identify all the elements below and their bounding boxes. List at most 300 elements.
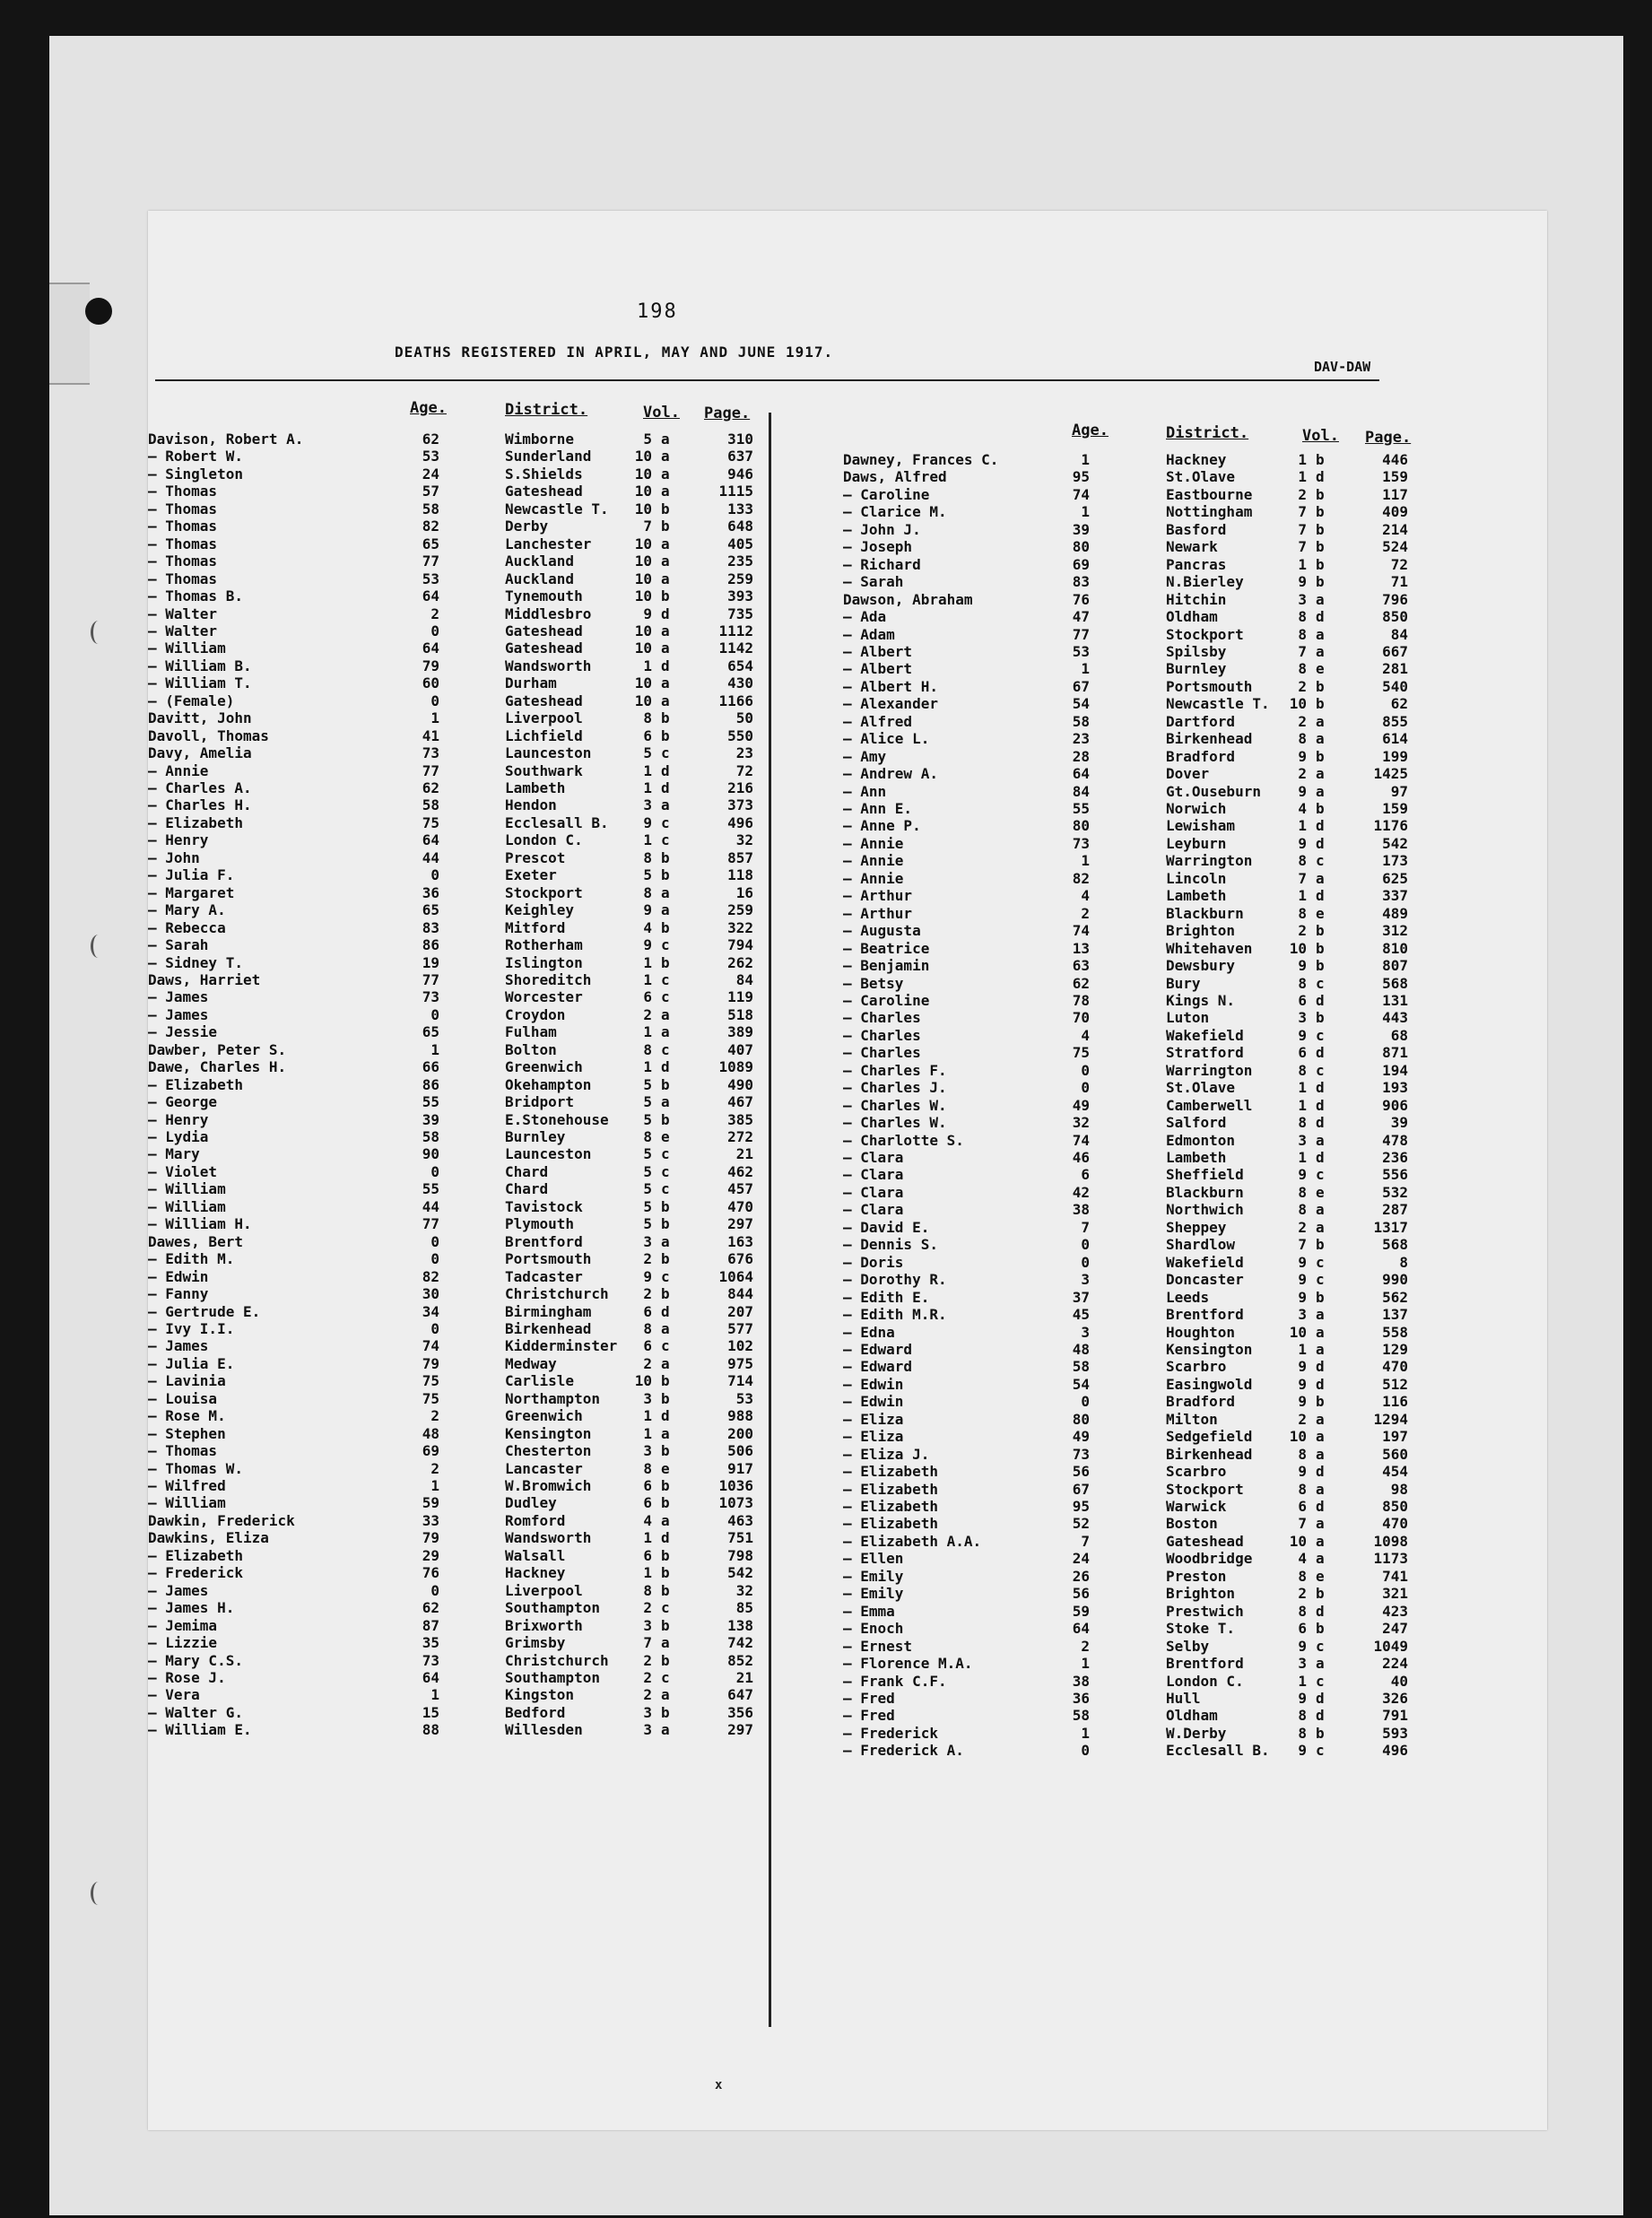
entry-volume-letter: a	[661, 1319, 670, 1337]
entry-page: 796	[1382, 590, 1408, 608]
entry-age: 39	[1072, 520, 1090, 538]
register-entry	[148, 783, 1547, 800]
entry-page: 1142	[718, 639, 753, 657]
entry-district: Hitchin	[1166, 590, 1227, 608]
entry-name: — Anne P.	[843, 817, 921, 835]
entry-volume: 10	[634, 500, 652, 518]
entry-name: — William	[148, 1494, 226, 1512]
entry-volume-letter: d	[1316, 608, 1325, 626]
entry-page: 637	[727, 448, 753, 465]
entry-volume-letter: c	[661, 1599, 670, 1617]
entry-volume: 2	[1298, 922, 1307, 940]
entry-page: 53	[735, 1389, 753, 1407]
entry-district: Selby	[1166, 1637, 1210, 1655]
entry-name: — Clara	[843, 1149, 904, 1166]
entry-district: Sedgefield	[1166, 1428, 1253, 1446]
entry-district: Plymouth	[505, 1215, 575, 1233]
register-entry	[148, 1271, 1547, 1288]
register-entry	[148, 1184, 1547, 1201]
entry-volume: 9	[1298, 782, 1307, 800]
entry-age: 74	[422, 1337, 439, 1355]
entry-name: — William	[148, 639, 226, 657]
entry-volume-letter: c	[661, 1040, 670, 1058]
entry-district: Northwich	[1166, 1201, 1244, 1219]
entry-volume-letter: d	[1316, 1114, 1325, 1132]
entry-volume-letter: d	[1316, 1096, 1325, 1114]
entry-age: 48	[422, 1424, 439, 1442]
entry-district: Sheffield	[1166, 1166, 1244, 1184]
entry-volume: 4	[1298, 1550, 1307, 1568]
entry-volume: 5	[643, 866, 652, 884]
entry-volume: 9	[643, 936, 652, 954]
entry-page: 1098	[1373, 1532, 1408, 1550]
entry-name: — Edward	[843, 1358, 913, 1376]
entry-district: Lanchester	[505, 535, 592, 552]
age-header: Age.	[410, 399, 447, 417]
entry-page: 1064	[718, 1267, 753, 1285]
entry-district: Liverpool	[505, 709, 583, 727]
entry-age: 53	[422, 448, 439, 465]
entry-volume-letter: d	[1316, 1602, 1325, 1620]
entry-name: — Julia E.	[148, 1354, 235, 1372]
register-entry	[148, 1620, 1547, 1637]
entry-page: 577	[727, 1319, 753, 1337]
entry-age: 67	[1072, 1480, 1090, 1498]
register-entry	[148, 765, 1547, 782]
entry-district: Gateshead	[505, 622, 583, 639]
entry-volume: 8	[1298, 1567, 1307, 1585]
entry-age: 53	[1072, 642, 1090, 660]
entry-volume: 3	[1298, 1655, 1307, 1673]
entry-age: 77	[422, 970, 439, 988]
entry-name: — Andrew A.	[843, 765, 938, 783]
entry-district: Boston	[1166, 1515, 1218, 1533]
register-entry	[148, 1690, 1547, 1707]
entry-age: 58	[1072, 1358, 1090, 1376]
entry-page: 532	[1382, 1183, 1408, 1201]
entry-age: 0	[430, 1232, 439, 1250]
register-entry	[148, 1376, 1547, 1393]
entry-volume: 1	[643, 779, 652, 796]
entry-volume-letter: e	[1316, 660, 1325, 678]
binder-ring-mark	[91, 621, 106, 644]
entry-age: 57	[422, 483, 439, 500]
entry-district: Christchurch	[505, 1651, 609, 1669]
entry-volume-letter: b	[661, 1651, 670, 1669]
entry-name: — Thomas	[148, 1442, 218, 1460]
entry-volume: 3	[643, 1389, 652, 1407]
entry-age: 0	[1081, 1061, 1090, 1079]
entry-volume-letter: b	[1316, 1393, 1325, 1411]
entry-page: 906	[1382, 1096, 1408, 1114]
entry-age: 48	[1072, 1340, 1090, 1358]
entry-page: 72	[735, 761, 753, 779]
entry-district: Dudley	[505, 1494, 557, 1512]
entry-name: — Betsy	[843, 974, 904, 992]
entry-age: 73	[1072, 834, 1090, 852]
entry-district: Norwich	[1166, 800, 1227, 817]
entry-volume-letter: b	[1316, 485, 1325, 503]
entry-volume-letter: a	[1316, 1410, 1325, 1428]
entry-district: Fulham	[505, 1023, 557, 1041]
entry-name: — Arthur	[843, 904, 913, 922]
register-entry	[148, 1027, 1547, 1044]
entry-age: 84	[1072, 782, 1090, 800]
entry-volume: 2	[643, 1354, 652, 1372]
entry-age: 55	[1072, 800, 1090, 817]
entry-name: — Elizabeth	[843, 1498, 938, 1515]
entry-volume: 9	[643, 605, 652, 622]
entry-volume-letter: b	[661, 1477, 670, 1494]
entry-name: — Frederick	[843, 1724, 938, 1742]
entry-name: — Frank C.F.	[843, 1672, 947, 1690]
entry-age: 74	[1072, 922, 1090, 940]
entry-volume: 9	[1298, 1393, 1307, 1411]
entry-age: 4	[1081, 887, 1090, 905]
entry-district: Wakefield	[1166, 1253, 1244, 1271]
entry-name: — Rose M.	[148, 1407, 226, 1425]
entry-page: 173	[1382, 852, 1408, 870]
entry-page: 68	[1390, 1026, 1408, 1044]
entry-age: 64	[422, 639, 439, 657]
entry-page: 560	[1382, 1445, 1408, 1463]
register-entry	[148, 1638, 1547, 1655]
entry-volume: 10	[634, 552, 652, 570]
entry-volume: 10	[634, 587, 652, 605]
entry-age: 83	[422, 918, 439, 936]
entry-name: — Emily	[843, 1585, 904, 1603]
entry-age: 0	[430, 622, 439, 639]
entry-volume: 9	[1298, 1166, 1307, 1184]
entry-district: Warwick	[1166, 1498, 1227, 1515]
entry-volume: 10	[634, 483, 652, 500]
entry-page: 542	[727, 1564, 753, 1582]
entry-volume: 7	[643, 1634, 652, 1652]
entry-volume: 1	[643, 1058, 652, 1076]
register-entry	[148, 556, 1547, 573]
entry-volume-letter: b	[1316, 573, 1325, 591]
entry-district: Kensington	[505, 1424, 592, 1442]
entry-page: 16	[735, 883, 753, 901]
entry-page: 467	[727, 1093, 753, 1111]
entry-name: — Walter	[148, 622, 218, 639]
register-entry	[148, 538, 1547, 555]
entry-page: 647	[727, 1686, 753, 1704]
entry-volume: 5	[643, 1215, 652, 1233]
entry-volume: 1	[1298, 887, 1307, 905]
entry-volume: 7	[1298, 1236, 1307, 1254]
entry-age: 69	[422, 1442, 439, 1460]
entry-name: — Eliza	[843, 1428, 904, 1446]
entry-volume: 10	[634, 691, 652, 709]
entry-name: — Ann	[843, 782, 887, 800]
entry-age: 80	[1072, 1410, 1090, 1428]
entry-volume-letter: b	[661, 1285, 670, 1303]
entry-volume-letter: b	[661, 1372, 670, 1390]
entry-age: 76	[1072, 590, 1090, 608]
entry-age: 45	[1072, 1306, 1090, 1324]
entry-page: 850	[1382, 1498, 1408, 1515]
entry-name: — Annie	[148, 761, 209, 779]
entry-age: 58	[1072, 1707, 1090, 1725]
entry-age: 0	[430, 866, 439, 884]
entry-page: 478	[1382, 1131, 1408, 1149]
entry-volume-letter: b	[661, 1581, 670, 1599]
entry-page: 235	[727, 552, 753, 570]
entry-name: — Annie	[843, 869, 904, 887]
entry-district: Prestwich	[1166, 1602, 1244, 1620]
entry-page: 489	[1382, 904, 1408, 922]
entry-age: 2	[430, 1407, 439, 1425]
entry-age: 0	[1081, 1253, 1090, 1271]
entry-volume: 6	[643, 1546, 652, 1564]
register-entry	[148, 1725, 1547, 1742]
entry-age: 59	[1072, 1602, 1090, 1620]
entry-district: Ecclesall B.	[1166, 1742, 1270, 1760]
entry-name: Dawson, Abraham	[843, 590, 973, 608]
entry-age: 64	[1072, 765, 1090, 783]
entry-district: Stockport	[505, 883, 583, 901]
entry-name: — Edward	[843, 1340, 913, 1358]
entry-name: — Edwin	[843, 1393, 904, 1411]
entry-name: — Joseph	[843, 538, 913, 556]
entry-volume: 8	[1298, 1114, 1307, 1132]
entry-age: 82	[422, 1267, 439, 1285]
entry-name: — Thomas B.	[148, 587, 243, 605]
entry-page: 454	[1382, 1463, 1408, 1481]
entry-age: 0	[1081, 1236, 1090, 1254]
entry-name: — Clara	[843, 1183, 904, 1201]
entry-name: — Edith M.	[148, 1250, 235, 1268]
entry-age: 86	[422, 936, 439, 954]
entry-page: 490	[727, 1075, 753, 1093]
entry-volume-letter: a	[661, 1686, 670, 1704]
entry-volume: 5	[643, 1093, 652, 1111]
entry-page: 496	[727, 813, 753, 831]
entry-volume: 1	[1298, 451, 1307, 468]
entry-district: Southampton	[505, 1668, 600, 1686]
entry-page: 102	[727, 1337, 753, 1355]
entry-age: 1	[1081, 1724, 1090, 1742]
entry-page: 1425	[1373, 765, 1408, 783]
entry-page: 470	[727, 1197, 753, 1215]
entry-page: 71	[1390, 573, 1408, 591]
entry-district: Brixworth	[505, 1616, 583, 1634]
entry-district: Hendon	[505, 796, 557, 814]
entry-page: 568	[1382, 1236, 1408, 1254]
entry-name: — Thomas	[148, 535, 218, 552]
entry-name: — Thomas	[148, 552, 218, 570]
entry-district: Greenwich	[505, 1407, 583, 1425]
entry-district: Warrington	[1166, 1061, 1253, 1079]
entry-volume: 7	[643, 518, 652, 535]
entry-volume-letter: a	[1316, 782, 1325, 800]
register-entry	[148, 1079, 1547, 1096]
entry-name: Dawney, Frances C.	[843, 451, 999, 468]
entry-page: 199	[1382, 747, 1408, 765]
entry-age: 44	[422, 848, 439, 866]
entry-name: — Benjamin	[843, 957, 930, 975]
entry-age: 62	[422, 779, 439, 796]
entry-district: Tavistock	[505, 1197, 583, 1215]
entry-volume: 8	[643, 1459, 652, 1477]
entry-age: 2	[430, 605, 439, 622]
entry-name: — William	[148, 1197, 226, 1215]
entry-page: 550	[727, 726, 753, 744]
entry-name: — Walter G.	[148, 1703, 243, 1721]
entry-district: Auckland	[505, 552, 575, 570]
entry-district: Preston	[1166, 1567, 1227, 1585]
entry-page: 159	[1382, 800, 1408, 817]
entry-volume: 8	[1298, 974, 1307, 992]
register-entry	[148, 957, 1547, 974]
entry-age: 77	[422, 552, 439, 570]
entry-volume: 8	[1298, 625, 1307, 643]
entry-name: — Lizzie	[148, 1634, 218, 1652]
entry-district: Wakefield	[1166, 1026, 1244, 1044]
entry-age: 82	[1072, 869, 1090, 887]
entry-age: 0	[430, 1162, 439, 1180]
entry-volume: 9	[1298, 1463, 1307, 1481]
entry-name: — James	[148, 1337, 209, 1355]
entry-volume-letter: b	[661, 1616, 670, 1634]
register-entry	[148, 800, 1547, 817]
entry-district: Auckland	[505, 570, 575, 587]
entry-volume-letter: d	[661, 657, 670, 674]
entry-volume-letter: b	[1316, 1236, 1325, 1254]
entry-district: Christchurch	[505, 1285, 609, 1303]
entry-volume-letter: c	[1316, 1026, 1325, 1044]
entry-district: Mitford	[505, 918, 566, 936]
register-entry	[148, 521, 1547, 538]
entry-age: 39	[422, 1110, 439, 1128]
entry-name: — Charles A.	[148, 779, 252, 796]
entry-volume-letter: d	[1316, 1079, 1325, 1097]
entry-volume: 1	[643, 1023, 652, 1041]
entry-age: 67	[1072, 677, 1090, 695]
entry-volume: 3	[643, 1616, 652, 1634]
entry-volume-letter: a	[661, 796, 670, 814]
entry-district: Dover	[1166, 765, 1210, 783]
entry-age: 1	[1081, 660, 1090, 678]
entry-volume-letter: b	[661, 1564, 670, 1582]
entry-page: 8	[1399, 1253, 1408, 1271]
entry-age: 34	[422, 1302, 439, 1320]
entry-page: 667	[1382, 642, 1408, 660]
entry-district: Stratford	[1166, 1044, 1244, 1062]
entry-district: Gateshead	[505, 691, 583, 709]
register-entry	[148, 660, 1547, 677]
register-entry	[148, 451, 1547, 468]
entry-volume: 10	[634, 535, 652, 552]
entry-volume: 2	[1298, 485, 1307, 503]
entry-name: — Alice L.	[843, 730, 930, 748]
entry-page: 542	[1382, 834, 1408, 852]
entry-name: — Sidney T.	[148, 953, 243, 971]
entry-volume-letter: c	[1316, 852, 1325, 870]
entry-page: 1112	[718, 622, 753, 639]
entry-district: Stockport	[1166, 1480, 1244, 1498]
entry-name: — Walter	[148, 605, 218, 622]
entry-age: 7	[1081, 1218, 1090, 1236]
district-header: District.	[505, 401, 588, 419]
entry-volume-letter: d	[661, 761, 670, 779]
entry-volume: 10	[1289, 939, 1307, 957]
entry-volume-letter: a	[661, 1634, 670, 1652]
entry-volume: 8	[643, 709, 652, 727]
register-entry	[148, 887, 1547, 904]
entry-volume: 1	[1298, 1149, 1307, 1166]
entry-name: — Augusta	[843, 922, 921, 940]
entry-volume-letter: a	[1316, 625, 1325, 643]
entry-district: Lambeth	[1166, 1149, 1227, 1166]
entry-name: — Annie	[843, 852, 904, 870]
entry-page: 312	[1382, 922, 1408, 940]
entry-district: Worcester	[505, 988, 583, 1006]
entry-volume: 5	[643, 1145, 652, 1163]
entry-district: Kensington	[1166, 1340, 1253, 1358]
entry-age: 95	[1072, 1498, 1090, 1515]
entry-district: Brighton	[1166, 1585, 1236, 1603]
entry-page: 322	[727, 918, 753, 936]
entry-volume: 10	[634, 448, 652, 465]
entry-volume-letter: b	[661, 1703, 670, 1721]
entry-page: 1036	[718, 1477, 753, 1494]
entry-page: 457	[727, 1180, 753, 1198]
district-header: District.	[1166, 424, 1249, 442]
entry-volume-letter: b	[1316, 1585, 1325, 1603]
entry-name: — Charles	[843, 1044, 921, 1062]
entry-page: 84	[735, 970, 753, 988]
entry-volume-letter: d	[661, 605, 670, 622]
entry-volume-letter: c	[1316, 1271, 1325, 1289]
entry-volume-letter: b	[661, 1494, 670, 1512]
entry-volume: 9	[1298, 1375, 1307, 1393]
entry-page: 855	[1382, 712, 1408, 730]
entry-volume-letter: a	[661, 1093, 670, 1111]
entry-age: 75	[422, 813, 439, 831]
entry-age: 55	[422, 1093, 439, 1111]
entry-name: — Alfred	[843, 712, 913, 730]
entry-name: — Albert	[843, 660, 913, 678]
entry-volume: 3	[1298, 1306, 1307, 1324]
entry-volume: 9	[643, 1267, 652, 1285]
entry-name: — Caroline	[843, 485, 930, 503]
entry-district: Northampton	[505, 1389, 600, 1407]
entry-volume-letter: a	[1316, 1340, 1325, 1358]
entry-district: Houghton	[1166, 1323, 1236, 1341]
entry-district: Brentford	[1166, 1306, 1244, 1324]
entry-volume: 8	[1298, 904, 1307, 922]
entry-name: — Elizabeth	[148, 813, 243, 831]
entry-volume: 9	[1298, 1358, 1307, 1376]
entry-volume-letter: b	[1316, 922, 1325, 940]
register-entry	[148, 1044, 1547, 1061]
register-entry	[148, 1097, 1547, 1114]
entry-name: — Rebecca	[148, 918, 226, 936]
entry-age: 2	[1081, 904, 1090, 922]
entry-page: 207	[727, 1302, 753, 1320]
entry-volume: 9	[1298, 1742, 1307, 1760]
entry-volume-letter: c	[1316, 1166, 1325, 1184]
entry-volume: 9	[1298, 957, 1307, 975]
entry-page: 1073	[718, 1494, 753, 1512]
entry-district: Shardlow	[1166, 1236, 1236, 1254]
entry-volume: 10	[1289, 695, 1307, 713]
register-entry	[148, 713, 1547, 730]
entry-page: 540	[1382, 677, 1408, 695]
register-entry	[148, 1062, 1547, 1079]
